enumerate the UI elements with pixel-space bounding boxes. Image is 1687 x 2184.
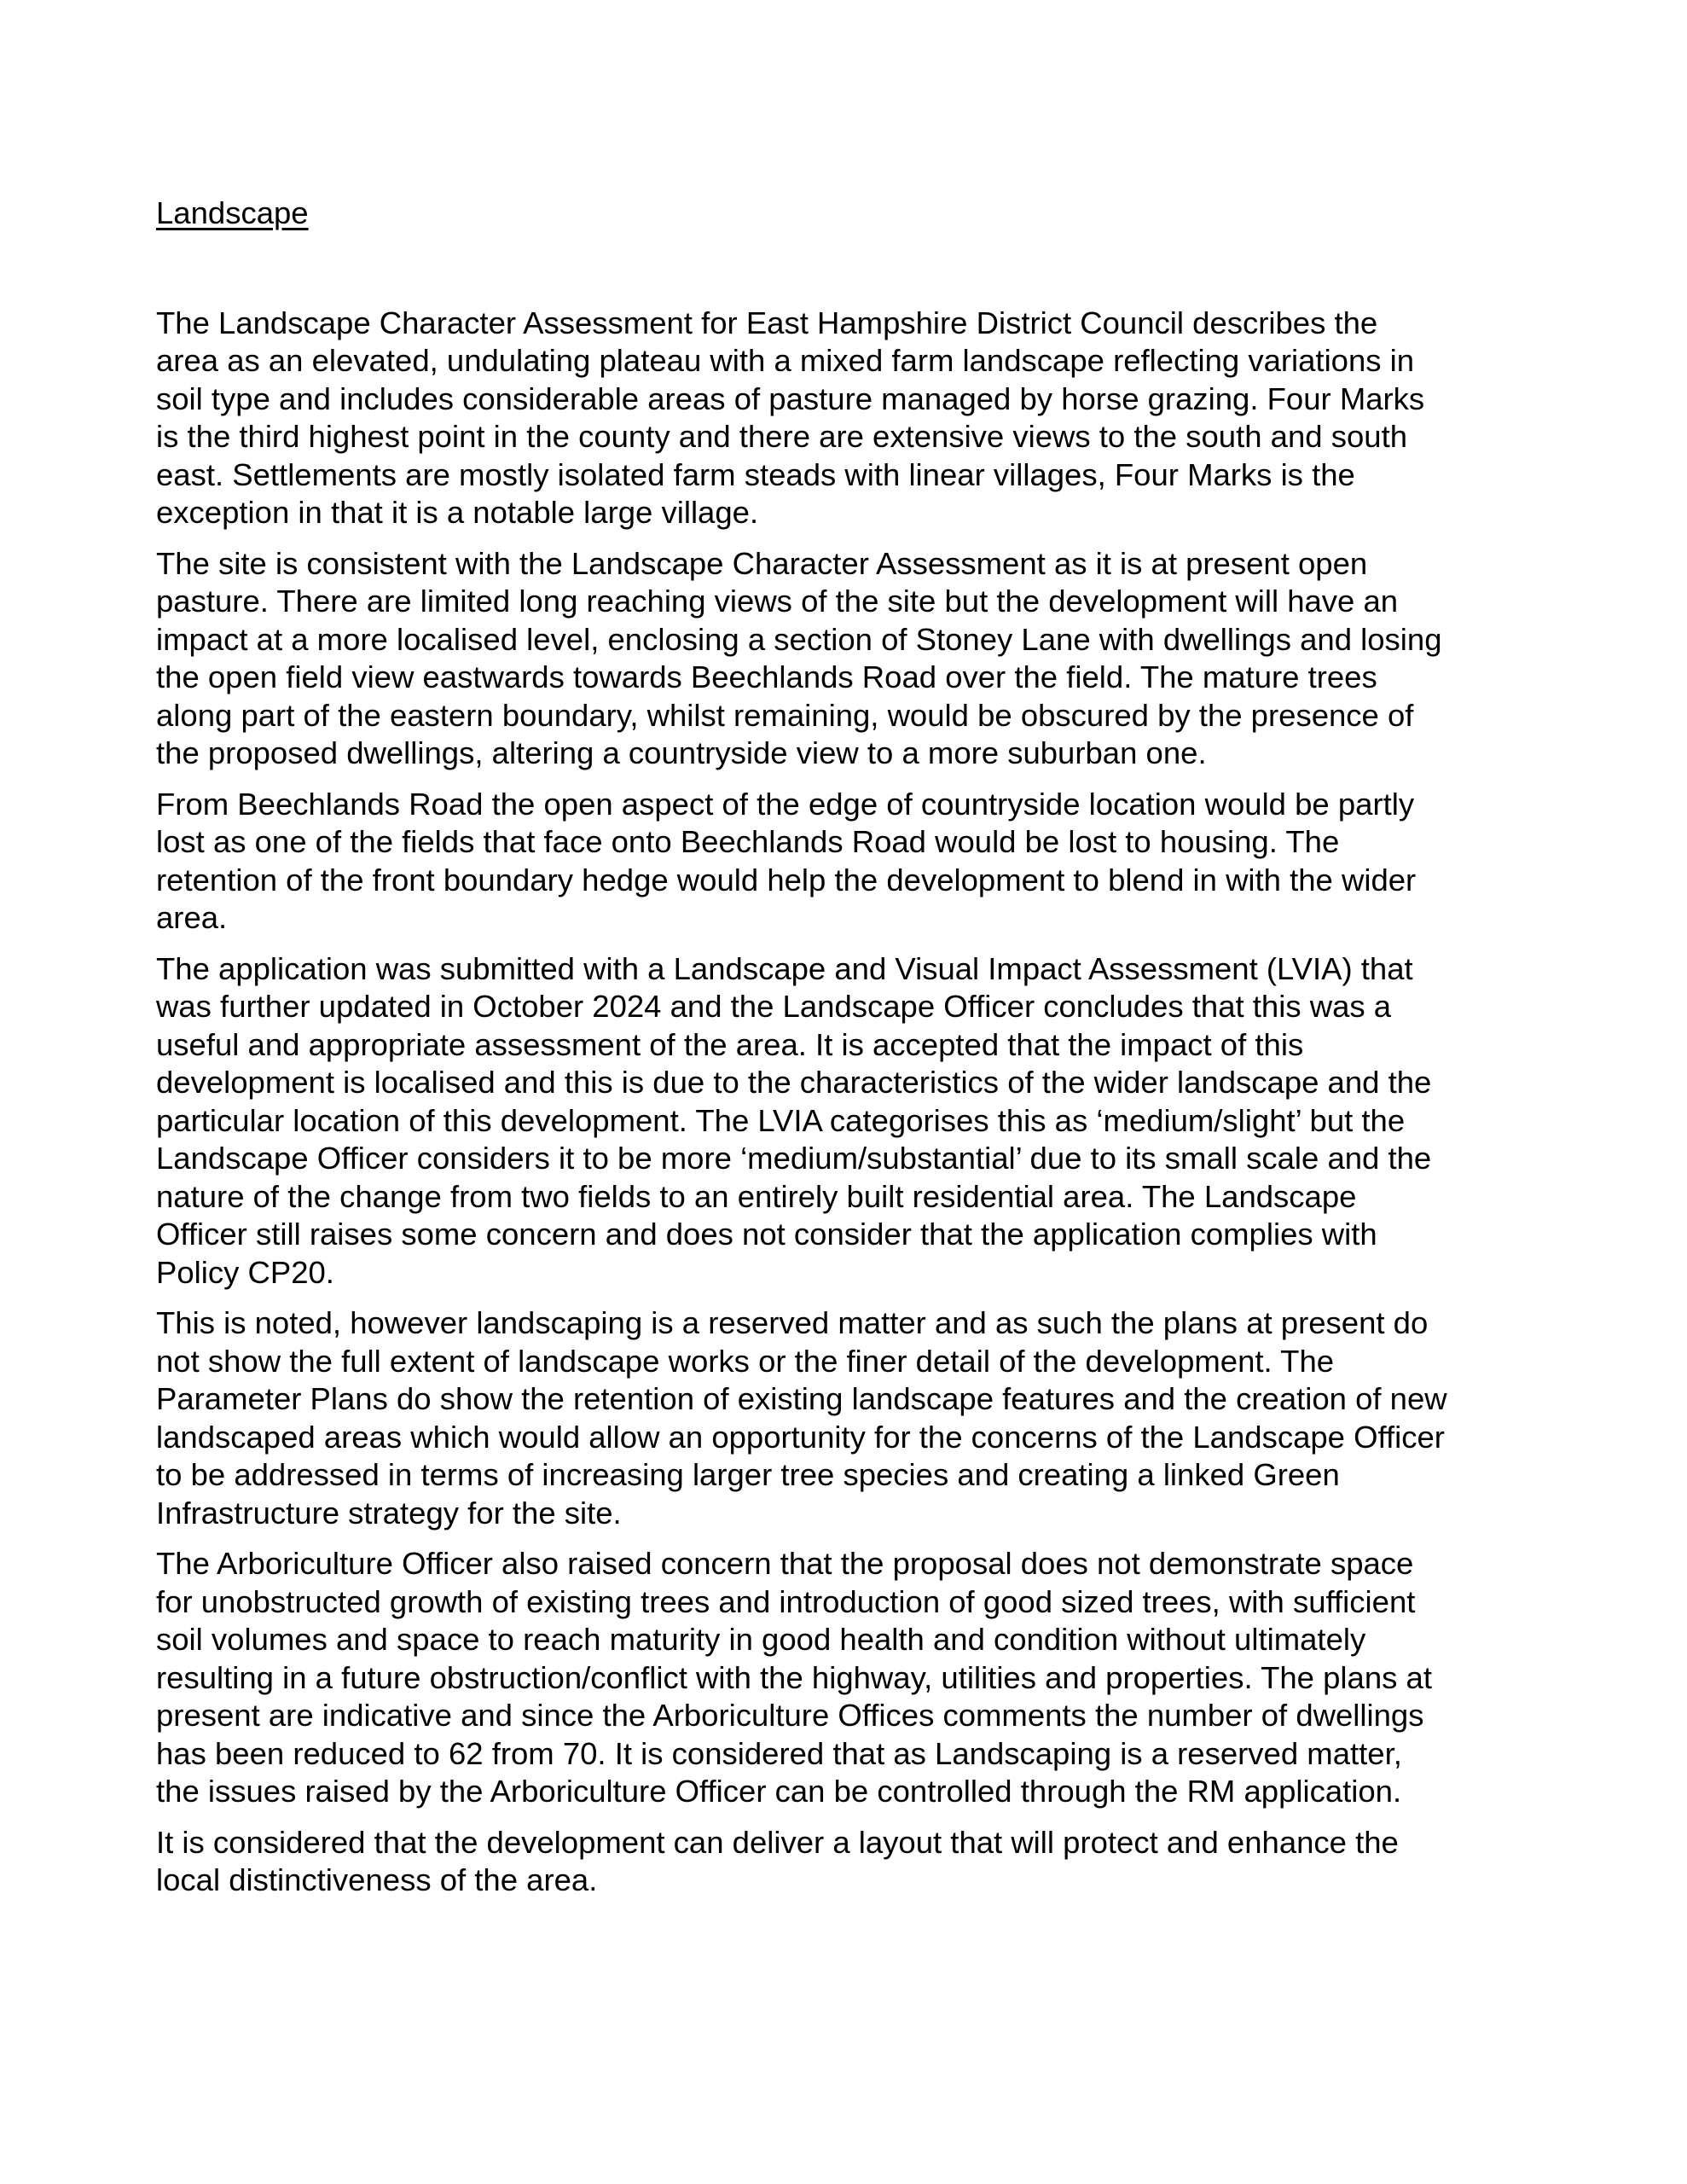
paragraph-landscape-character: The Landscape Character Assessment for East Hampshire District Council describes the area as an elevated, undulating plateau with a mixed farm landscape reflecting variations in soil type and includes considerable areas of pasture managed by horse grazing. Four Marks is the third highest point in the county and there are extensive views to the south and south east. Settlements are mostly isolated farm steads with linear villages, Four Marks is the exception in that it is a notable large village. bbox=[156, 305, 1425, 530]
paragraph-conclusion: It is considered that the development can deliver a layout that will protect and enhance the local distinctiveness of the area. bbox=[156, 1824, 1399, 1897]
section-heading: Landscape bbox=[156, 195, 309, 230]
paragraph-reserved-matter: This is noted, however landscaping is a reserved matter and as such the plans at present do not show the full extent of landscape works or the finer detail of the development. The Parameter Plans do show the retention of existing landscape features and the creation of new landscaped areas which would allow an opportunity for the concerns of the Landscape Officer to be addressed in terms of increasing larger tree species and creating a linked Green Infrastructure strategy for the site. bbox=[156, 1305, 1447, 1531]
paragraph-site-consistency: The site is consistent with the Landscape Character Assessment as it is at present open pasture. There are limited long reaching views of the site but the development will have an impact at a more localised level, enclosing a section of Stoney Lane with dwellings and losing the open field view eastwards towards Beechlands Road over the field. The mature trees along part of the eastern boundary, whilst remaining, would be obscured by the presence of the proposed dwellings, altering a countryside view to a more suburban one. bbox=[156, 545, 1442, 770]
paragraph-beechlands-road: From Beechlands Road the open aspect of the edge of countryside location would be partly lost as one of the fields that face onto Beechlands Road would be lost to housing. The retention of the front boundary hedge would help the development to blend in with the wider area. bbox=[156, 786, 1417, 935]
paragraph-arboriculture: The Arboriculture Officer also raised concern that the proposal does not demonstrate space for unobstructed growth of existing trees and introduction of good sized trees, with sufficient soil volumes and space to reach maturity in good health and condition without ultimately resulting in a future obstruction/conflict with the highway, utilities and properties. The plans at present are indicative and since the Arboriculture Offices comments the number of dwellings has been reduced to 62 from 70. It is considered that as Landscaping is a reserved matter, the issues raised by the Arboriculture Officer can be controlled through the RM application. bbox=[156, 1546, 1432, 1809]
paragraph-lvia: The application was submitted with a Landscape and Visual Impact Assessment (LVIA) that was further updated in October 2024 and the Landscape Officer concludes that this was a useful and appropriate assessment of the area. It is accepted that the impact of this development is localised and this is due to the characteristics of the wider landscape and the particular location of this development. The LVIA categorises this as ‘medium/slight’ but the Landscape Officer considers it to be more ‘medium/substantial’ due to its small scale and the nature of the change from two fields to an entirely built residential area. The Landscape Officer still raises some concern and does not consider that the application complies with Policy CP20. bbox=[156, 950, 1432, 1290]
document-body bbox=[156, 195, 1538, 1913]
